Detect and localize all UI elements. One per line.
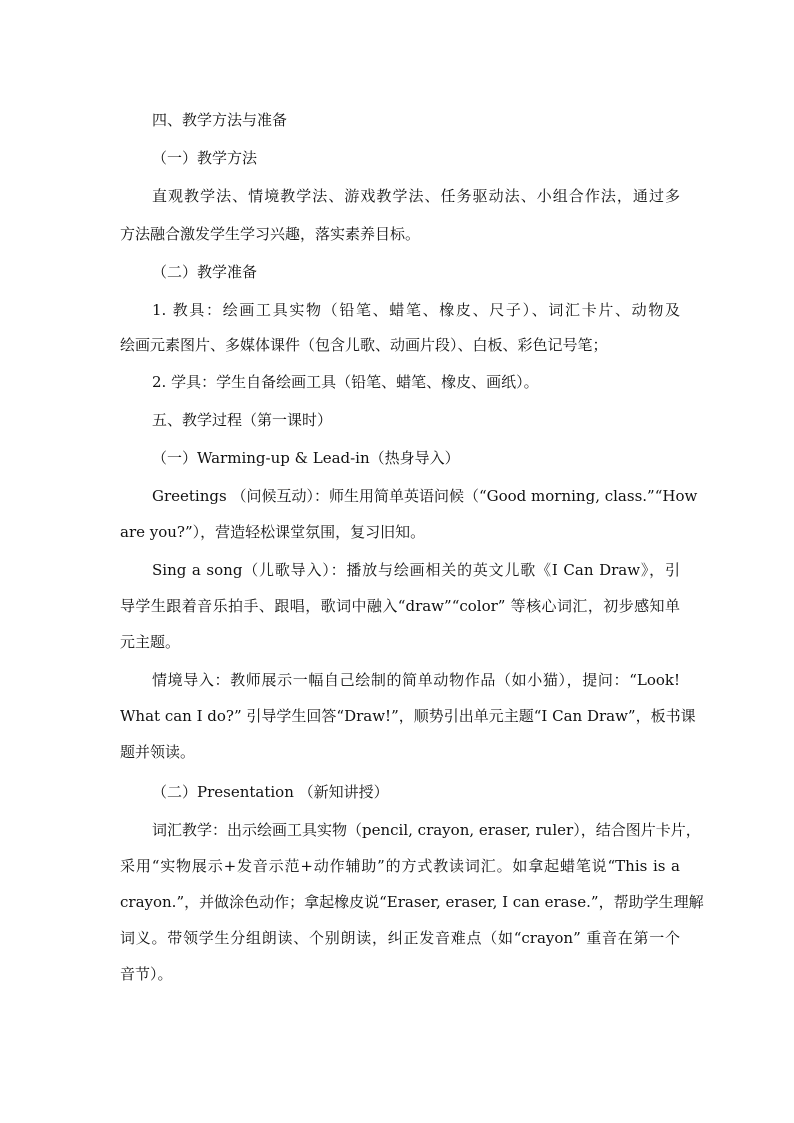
paragraph-line: 题并领读。 — [120, 743, 196, 761]
paragraph-line: crayon.”，并做涂色动作；拿起橡皮说“Eraser, eraser, I can erase.”，帮助学生理解 — [120, 893, 704, 911]
subheading-teaching-methods: （一）教学方法 — [152, 149, 258, 167]
section-heading-teaching-process: 五、教学过程（第一课时） — [152, 411, 333, 429]
paragraph-line: 音节）。 — [120, 965, 173, 983]
paragraph-line: Sing a song（儿歌导入）：播放与绘画相关的英文儿歌《I Can Draw》，引 — [152, 561, 680, 579]
paragraph-line: 2. 学具：学生自备绘画工具（铅笔、蜡笔、橡皮、画纸）。 — [152, 373, 539, 391]
subheading-warming-up: （一）Warming-up & Lead-in（热身导入） — [152, 449, 460, 467]
paragraph-line: 绘画元素图片、多媒体课件（包含儿歌、动画片段）、白板、彩色记号笔； — [120, 336, 608, 354]
paragraph-line: Greetings （问候互动）：师生用简单英语问候（“Good morning, class.”“How — [152, 487, 698, 505]
paragraph-line: 直观教学法、情境教学法、游戏教学法、任务驱动法、小组合作法，通过多 — [152, 187, 680, 205]
subheading-presentation: （二）Presentation （新知讲授） — [152, 783, 389, 801]
paragraph-line: 元主题。 — [120, 633, 181, 651]
paragraph-line: are you?”），营造轻松课堂氛围，复习旧知。 — [120, 523, 426, 541]
paragraph-line: 词义。带领学生分组朗读、个别朗读，纠正发音难点（如“crayon” 重音在第一个 — [120, 929, 680, 947]
paragraph-line: 方法融合激发学生学习兴趣，落实素养目标。 — [120, 225, 421, 243]
paragraph-line: 采用“实物展示+发音示范+动作辅助”的方式教读词汇。如拿起蜡笔说“This is a — [120, 857, 680, 875]
paragraph-line: 1. 教具：绘画工具实物（铅笔、蜡笔、橡皮、尺子）、词汇卡片、动物及 — [152, 301, 680, 319]
paragraph-line: 导学生跟着音乐拍手、跟唱，歌词中融入“draw”“color” 等核心词汇，初步感知单 — [120, 597, 680, 615]
paragraph-line: 词汇教学：出示绘画工具实物（pencil, crayon, eraser, ruler），结合图片卡片， — [152, 821, 701, 839]
subheading-teaching-preparation: （二）教学准备 — [152, 263, 258, 281]
section-heading-teaching-methods-preparation: 四、教学方法与准备 — [152, 111, 288, 129]
paragraph-line: 情境导入：教师展示一幅自己绘制的简单动物作品（如小猫），提问：“Look! — [152, 671, 680, 689]
paragraph-line: What can I do?” 引导学生回答“Draw!”，顺势引出单元主题“I Can Draw”，板书课 — [120, 707, 696, 725]
